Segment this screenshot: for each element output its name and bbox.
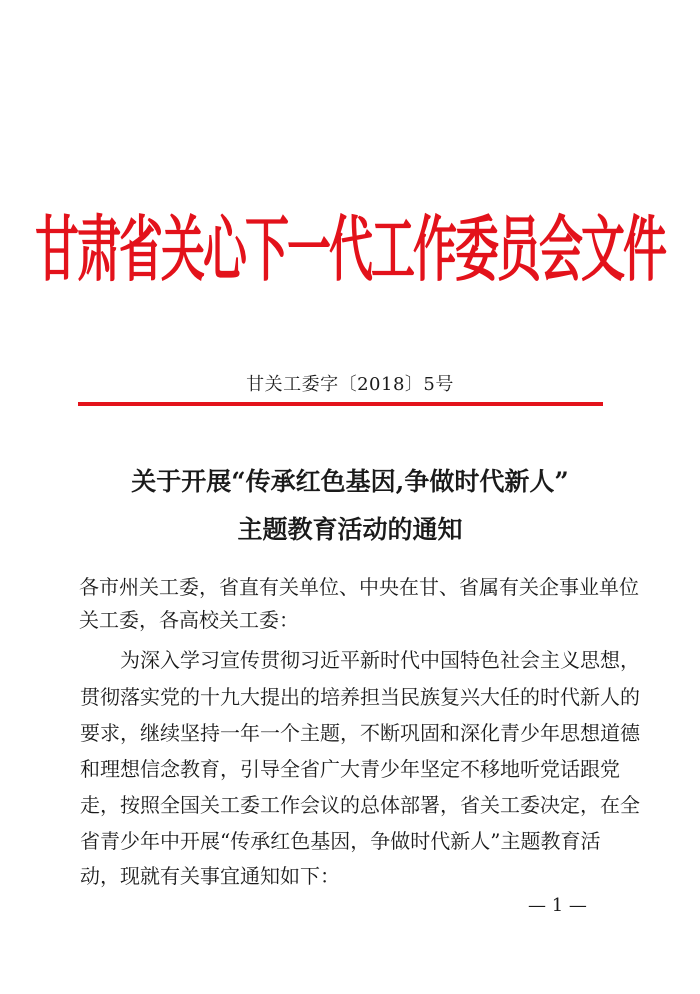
addressee-line-1: 各市州关工委，省直有关单位、中央在甘、省属有关企事业单位: [79, 575, 639, 599]
paragraph-line: 走，按照全国关工委工作会议的总体部署，省关工委决定，在全: [80, 793, 640, 817]
document-number: 甘关工委字〔2018〕5号: [246, 374, 454, 395]
masthead-title: 甘肃省关心下一代工作委员会文件: [35, 208, 665, 292]
masthead: [0, 188, 700, 298]
notice-title-line-1: 关于开展“传承红色基因,争做时代新人”: [131, 467, 569, 496]
paragraph-line: 为深入学习宣传贯彻习近平新时代中国特色社会主义思想，: [120, 648, 640, 672]
red-divider: [78, 402, 603, 406]
paragraph-line: 贯彻落实党的十九大提出的培养担当民族复兴大任的时代新人的: [80, 685, 640, 709]
paragraph-line: 和理想信念教育，引导全省广大青少年坚定不移地听党话跟党: [80, 757, 620, 781]
addressee-line-2: 关工委，各高校关工委：: [79, 608, 299, 632]
paragraph-line: 要求，继续坚持一年一个主题，不断巩固和深化青少年思想道德: [80, 721, 640, 745]
paragraph-line: 动，现就有关事宜通知如下：: [80, 864, 340, 888]
paragraph-line: 省青少年中开展“传承红色基因，争做时代新人”主题教育活: [80, 829, 601, 853]
notice-title-line-2: 主题教育活动的通知: [237, 515, 463, 544]
page-number: — 1 —: [528, 895, 587, 916]
